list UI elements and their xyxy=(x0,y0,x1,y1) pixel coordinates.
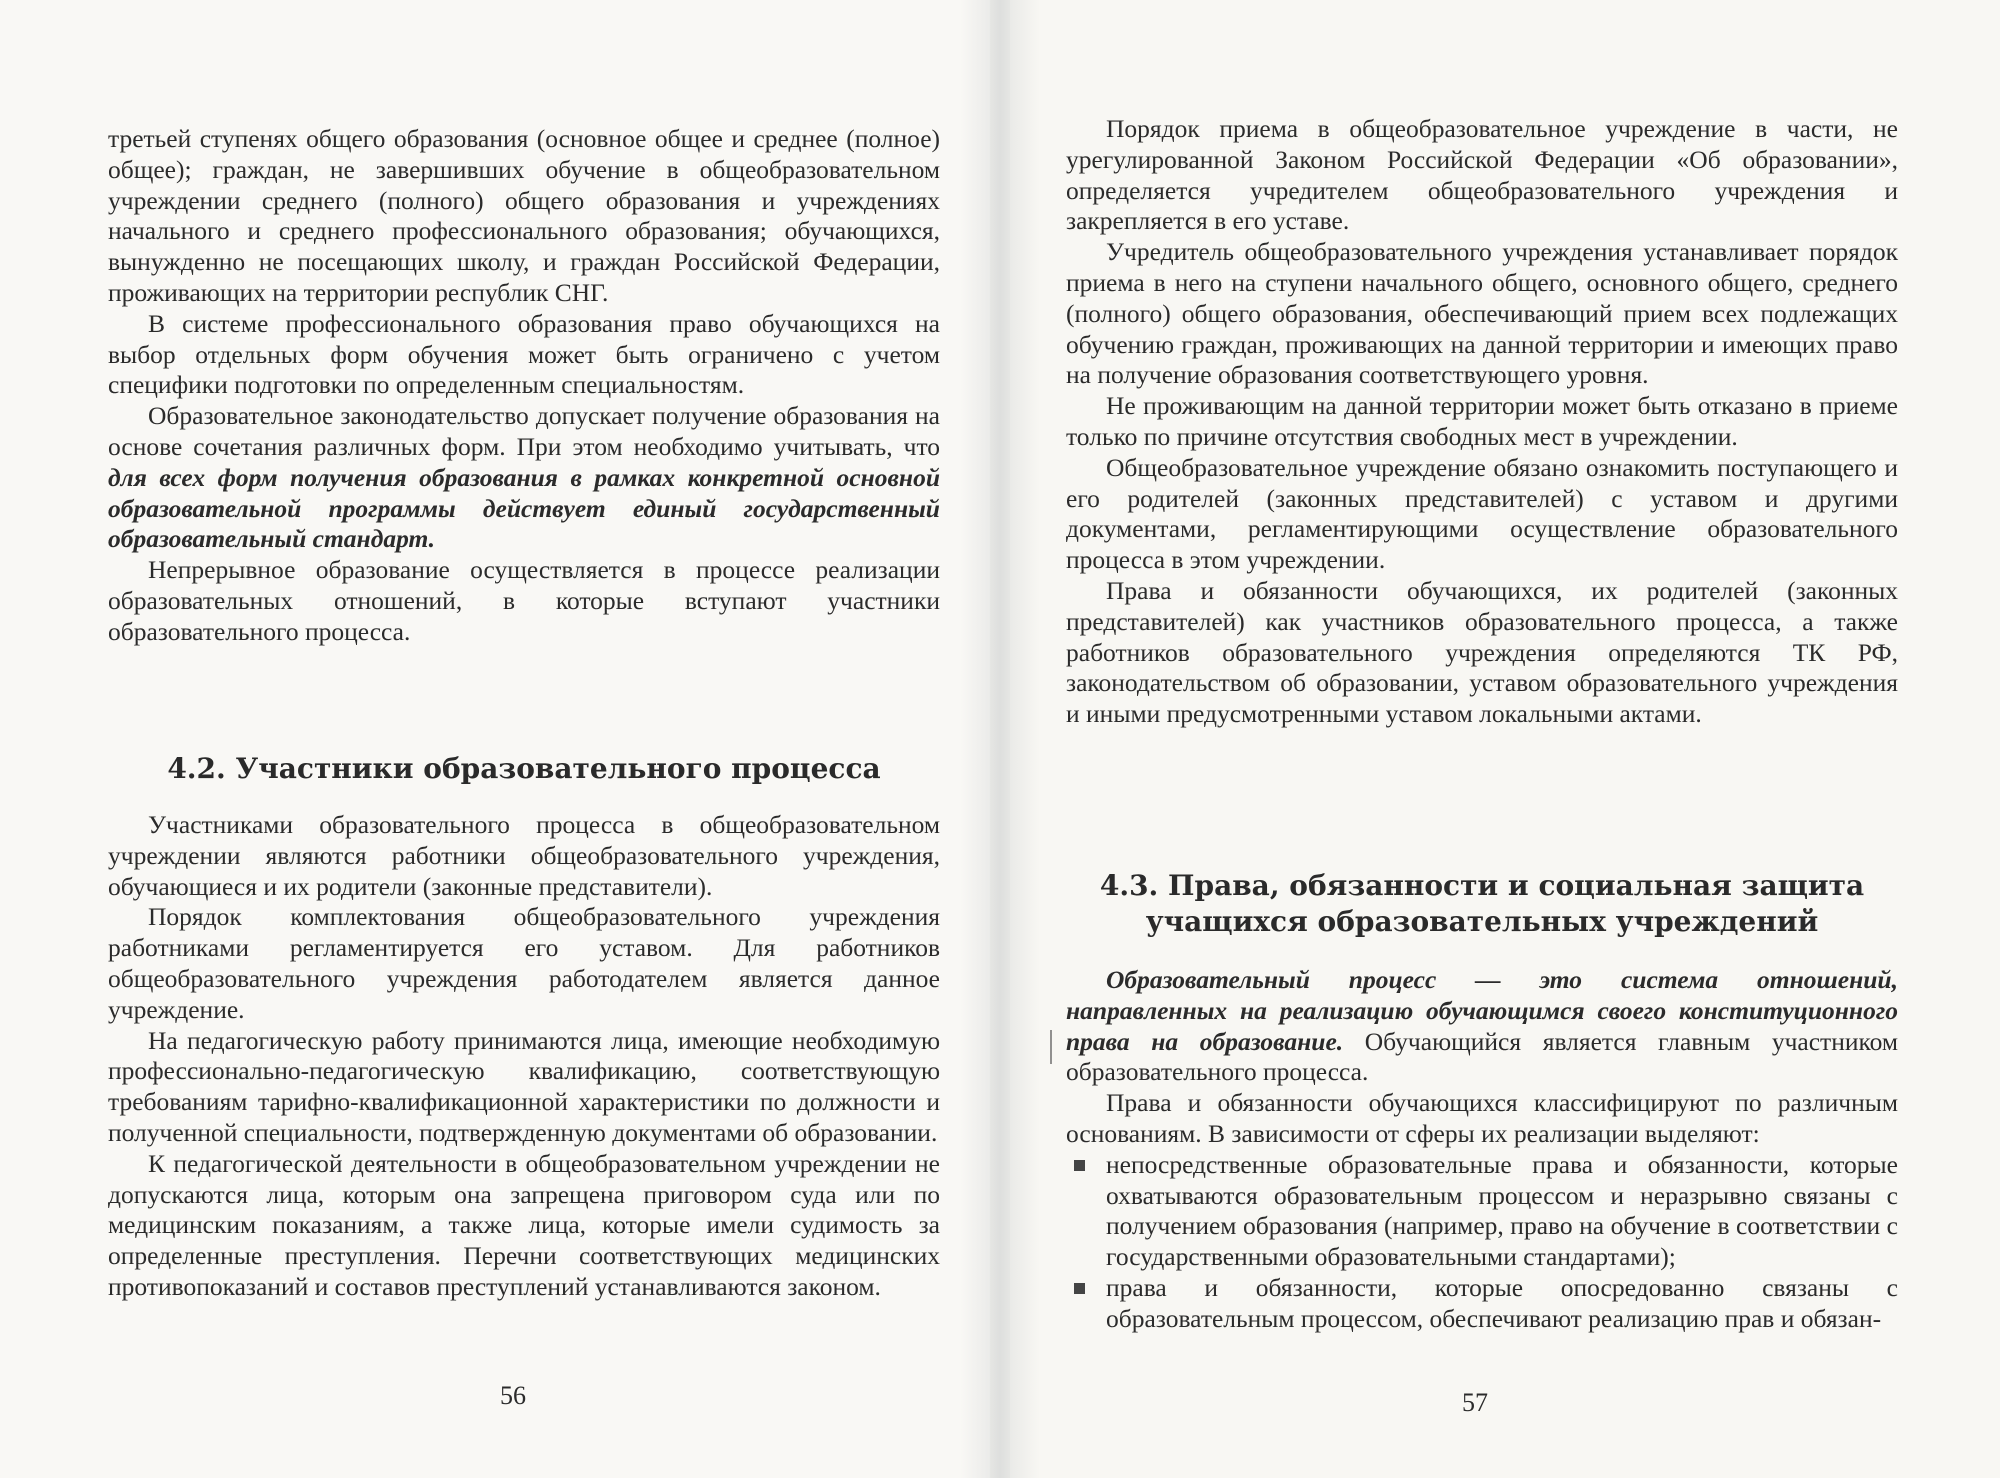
paragraph: Права и обязанности обучающихся, их родителей (законных представителей) как участников образовательного процесса, а также работников образовательного учреждения определяются ТК РФ, законодательством об образовании, уставом образовательного учреждения и иными предусмотренными уставом локальными актами. xyxy=(1066,575,1898,729)
paragraph: Не проживающим на данной территории может быть отказано в приеме только по причине отсутствия свободных мест в учреждении. xyxy=(1066,391,1898,451)
page-number: 56 xyxy=(500,1381,526,1410)
paragraph: Порядок приема в общеобразовательное учреждение в части, не урегулированной Законом Российской Федерации «Об образовании», определяется учредителем общеобразовательного учреждения и закрепляется в его уставе. xyxy=(1066,114,1898,236)
paragraph-lead: Образовательное законодательство допускает получение образования на основе сочетания различных форм. При этом необходимо учитывать, что xyxy=(108,401,940,461)
right-top-text xyxy=(1066,114,1898,730)
bullet-list xyxy=(1066,1150,1898,1335)
paragraph: На педагогическую работу принимаются лица, имеющие необходимую профессионально-педагогическую квалификацию, соответствующую требованиям тарифно-квалификационной характеристики по должности и полученной специальности, подтвержденную документами об образовании. xyxy=(108,1025,940,1147)
paragraph: Порядок комплектования общеобразовательного учреждения работниками регламентируется его уставом. Для работников общеобразовательного учреждения работодателем является данное учреждение. xyxy=(108,902,940,1024)
paragraph: Учредитель общеобразовательного учреждения устанавливает порядок приема в него на ступени начального общего, основного общего, среднего (полного) общего образования, обеспечивающий прием всех подлежащих обучению граждан, проживающих на данной территории и имеющих право на получение образования соответствующего уровня. xyxy=(1066,237,1898,390)
definition-text: Образовательный процесс — это система отношений, направленных на реализацию обучающимся своего конституционного права на образование. xyxy=(1066,965,1898,1056)
paragraph: К педагогической деятельности в общеобразовательном учреждении не допускаются лица, которым она запрещена приговором суда или по медицинским показаниям, а также лица, которые имели судимость за определенные преступления. Перечни соответствующих медицинских противопоказаний и составов преступлений устанавливаются законом. xyxy=(108,1148,940,1301)
book-gutter xyxy=(960,0,1040,1478)
list-item: непосредственные образовательные права и обязанности, которые охватываются образовательным процессом и неразрывно связаны с получением образования (например, право на обучение в соответствии с государственными образовательными стандартами); xyxy=(1066,1150,1898,1273)
paragraph: Права и обязанности обучающихся классифицируют по различным основаниям. В зависимости от сферы их реализации выделяют: xyxy=(1066,1088,1898,1148)
page-number: 57 xyxy=(1462,1388,1488,1417)
paragraph: Непрерывное образование осуществляется в процессе реализации образовательных отношений, в которые вступают участники образовательного процесса. xyxy=(108,555,940,646)
paragraph xyxy=(1066,965,1898,1088)
paragraph: В системе профессионального образования право обучающихся на выбор отдельных форм обучения может быть ограничено с учетом специфики подготовки по определенным специальностям. xyxy=(108,308,940,400)
paragraph: третьей ступенях общего образования (основное общее и среднее (полное) общее); граждан, не завершивших обучение в общеобразовательном учреждении среднего (полного) общего образования и учреждениях начального и среднего профессионального образования; обучающихся, вынужденно не посещающих школу, и граждан Российской Федерации, проживающих на территории республик СНГ. xyxy=(108,124,940,307)
section-heading xyxy=(1066,868,1898,940)
right-section-text xyxy=(1066,965,1898,1335)
definition-rest: Обучающийся является главным участником образовательного процесса. xyxy=(1066,1026,1898,1087)
margin-mark xyxy=(1050,1030,1052,1064)
paragraph: Участниками образовательного процесса в общеобразовательном учреждении являются работники общеобразовательного учреждения, обучающиеся и их родители (законные представители). xyxy=(108,810,940,901)
emphasis-text: для всех форм получения образования в рамках конкретной основной образовательной программы действует единый государственный образовательный стандарт. xyxy=(108,462,940,554)
left-section-text xyxy=(108,810,940,1303)
section-heading-line: учащихся образовательных учреждений xyxy=(1145,905,1819,938)
section-heading: 4.2. Участники образовательного процесса xyxy=(167,752,881,785)
list-item: права и обязанности, которые опосредованно связаны с образовательным процессом, обеспечивают реализацию прав и обязан- xyxy=(1066,1273,1898,1335)
section-heading-line: 4.3. Права, обязанности и социальная защита xyxy=(1099,869,1865,902)
left-top-text xyxy=(108,124,940,648)
paragraph xyxy=(108,401,940,555)
paragraph: Общеобразовательное учреждение обязано ознакомить поступающего и его родителей (законных представителей) с уставом и другими документами, регламентирующими осуществление образовательного процесса в этом учреждении. xyxy=(1066,452,1898,575)
